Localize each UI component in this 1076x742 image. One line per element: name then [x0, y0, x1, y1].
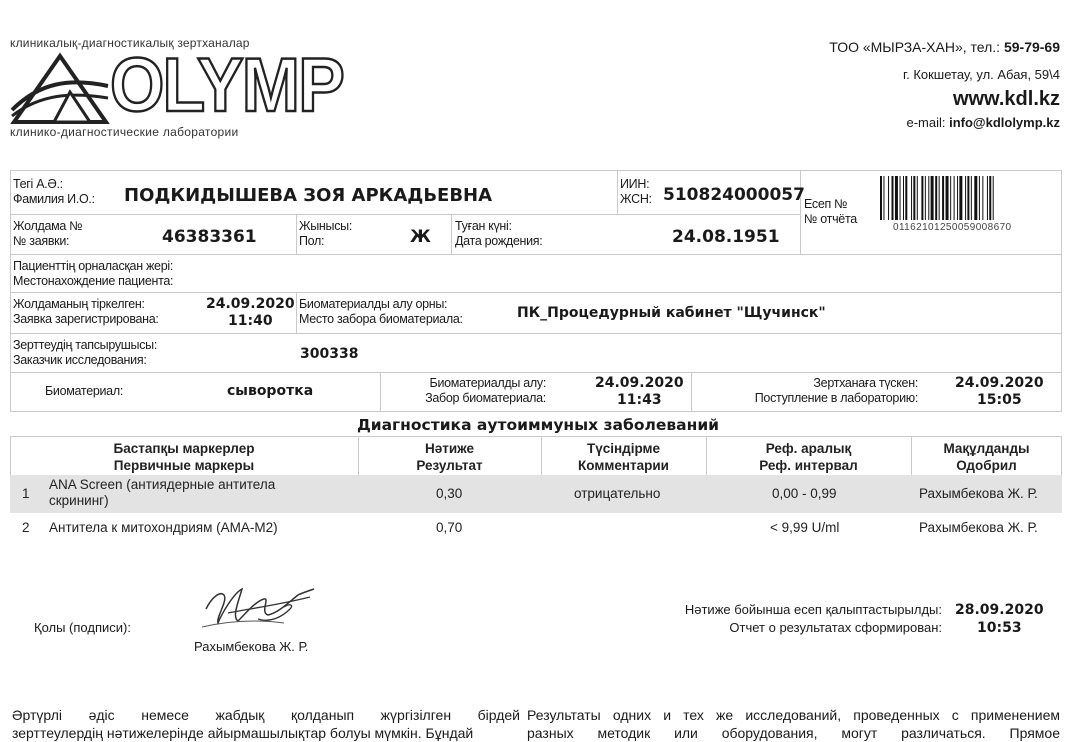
- patient-dob: 24.08.1951: [672, 227, 780, 247]
- generated-datetime: 28.09.2020 10:53: [955, 602, 1044, 636]
- biomaterial-value: сыворотка: [227, 383, 314, 399]
- patient-name: ПОДКИДЫШЕВА ЗОЯ АРКАДЬЕВНА: [124, 185, 493, 206]
- section-title: Диагностика аутоиммуных заболеваний: [356, 416, 720, 434]
- biomaterial-label: Биоматериал:: [45, 384, 123, 398]
- registered-datetime: 24.09.2020 11:40: [206, 296, 295, 329]
- sex-label: Жынысы: Пол:: [299, 219, 353, 248]
- registered-label: Жолдаманың тіркелген: Заявка зарегистрирована:: [13, 297, 159, 326]
- approved-by: Рахымбекова Ж. Р.: [919, 486, 1038, 501]
- sampling-label: Биоматериалды алу: Забор биоматериала:: [425, 376, 546, 405]
- result-value: 0,70: [436, 520, 463, 535]
- row-number: 2: [22, 520, 30, 535]
- company-address: г. Кокшетау, ул. Абая, 59\4: [902, 67, 1060, 82]
- logo-bottom-caption: клинико-диагностические лаборатории: [10, 125, 239, 139]
- barcode-number: 01162101250059008670: [893, 222, 1012, 233]
- logo-block: [10, 36, 344, 146]
- company-name: ТОО «МЫРЗА-ХАН», тел.:: [829, 39, 1004, 55]
- signature-icon: [198, 583, 320, 633]
- signature-label: Қолы (подписи):: [34, 620, 131, 635]
- order-label: Жолдама № № заявки:: [13, 219, 83, 248]
- order-number: 46383361: [162, 227, 257, 247]
- logo-mark-icon: [10, 52, 110, 124]
- email-label: e-mail:: [906, 115, 950, 130]
- row-number: 1: [22, 486, 30, 501]
- patient-iin: 510824000057: [663, 185, 805, 205]
- footer-disclaimer-kz: Әртүрлі әдіс немесе жабдық қолданып жүргізілген бірдей зерттеулердің нәтижелерінде айырмашылықтар болуы мүмкін. Бұндай: [12, 707, 520, 741]
- location-label: Пациенттің орналасқан жері: Местонахождение пациента:: [13, 259, 174, 288]
- result-value: 0,30: [436, 486, 463, 501]
- marker-name: ANA Screen (антиядерные антитела скрининг): [49, 477, 276, 508]
- col-header-approved: Мақұлданды Одобрил: [943, 441, 1030, 473]
- company-info: [829, 38, 1060, 130]
- logo-top-caption: клиникалық-диагностикалық зертханалар: [10, 36, 250, 50]
- approved-by: Рахымбекова Ж. Р.: [919, 520, 1038, 535]
- sampling-datetime: 24.09.2020 11:43: [595, 375, 684, 408]
- customer-label: Зерттеудің тапсырушысы: Заказчик исследования:: [13, 338, 158, 367]
- col-header-comment: Түсіндірме Комментарии: [578, 441, 669, 473]
- company-phone: 59-79-69: [1003, 39, 1060, 55]
- dob-label: Туған күні: Дата рождения:: [455, 219, 543, 248]
- name-label: Тегі А.Ә.: Фамилия И.О.:: [13, 177, 95, 206]
- col-header-result: Нәтиже Результат: [416, 441, 483, 473]
- barcode-icon: [878, 176, 1056, 220]
- iin-label: ИИН: ЖСН:: [620, 177, 652, 206]
- received-label: Зертханаға түскен: Поступление в лабораторию:: [754, 376, 918, 405]
- company-email[interactable]: info@kdlolymp.kz: [949, 115, 1060, 130]
- report-label: Есеп № № отчёта: [804, 197, 857, 226]
- col-header-markers: Бастапқы маркерлер Первичные маркеры: [113, 441, 255, 473]
- ref-interval: < 9,99 U/ml: [770, 520, 840, 535]
- ref-interval: 0,00 - 0,99: [772, 486, 837, 501]
- logo-brand: OLYMP: [110, 43, 344, 128]
- signer-name: Рахымбекова Ж. Р.: [194, 639, 309, 654]
- col-header-ref: Реф. аралық Реф. интервал: [759, 441, 858, 473]
- comment-value: отрицательно: [574, 486, 661, 501]
- company-website[interactable]: www.kdl.kz: [952, 88, 1060, 110]
- patient-sex: Ж: [410, 227, 431, 247]
- received-datetime: 24.09.2020 15:05: [955, 375, 1044, 408]
- customer-code: 300338: [300, 346, 359, 362]
- sample-place-label: Биоматериалды алу орны: Место забора биоматериала:: [299, 297, 463, 326]
- marker-name: Антитела к митохондриям (AMA-M2): [49, 520, 278, 535]
- generated-label: Нәтиже бойынша есеп қалыптастырылды: Отчет о результатах сформирован:: [684, 602, 942, 635]
- sample-place: ПК_Процедурный кабинет "Щучинск": [517, 305, 826, 321]
- footer-disclaimer-ru: Результаты одних и тех же исследований, проведенных с применением разных методик или оборудования, могут различаться. Прямое: [527, 707, 1060, 741]
